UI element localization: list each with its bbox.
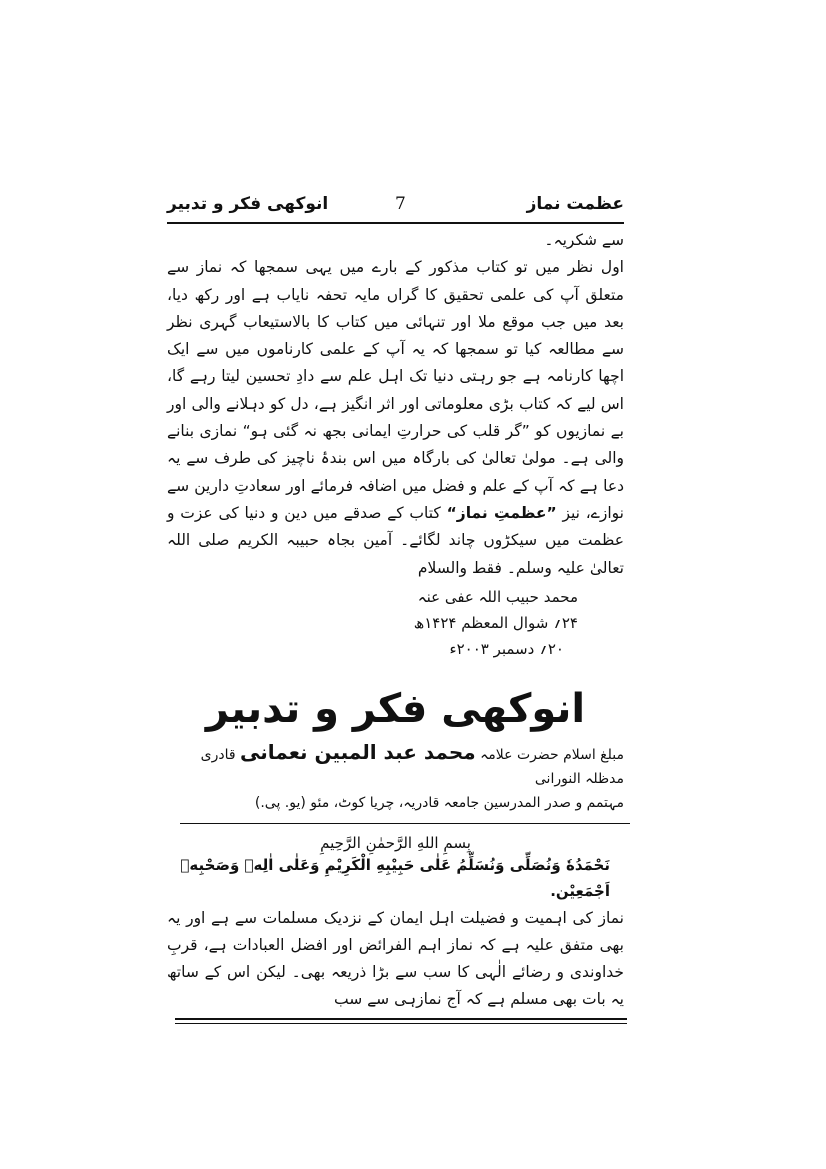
book-page [167,192,624,1024]
author-role: مہتمم و صدر المدرسین جامعہ قادریہ، چریا کوٹ، مئو (یو. پی.) [254,794,624,811]
author-prefix: مبلغ اسلام حضرت علامہ [480,746,624,763]
author-name: محمد عبد المبین نعمانی [240,739,476,764]
letter-paragraph-text: اول نظر میں تو کتاب مذکور کے بارے میں یہی سمجھا کہ نماز سے متعلق آپ کی علمی تحقیق کا گراں مایہ تحفہ نایاب ہے اور رکھ دیا، بعد میں جب موقع ملا اور تنہائی میں کتاب کا بالاستیعاب گہری نظر سے مطالعہ کیا تو سمجھا کہ یہ آپ کے علمی کارناموں میں سے ایک اچھا کارنامہ ہے جو رہتی دنیا تک اہل علم سے دادِ تحسین لیتا رہے گا، اس لیے کہ کتاب بڑی معلوماتی اور اثر انگیز ہے، دل کو دہلانے والی اور بے نمازیوں کو ”گر قلب کی حرارتِ ایمانی بجھ نہ گئی ہو“ نمازی بنانے والی ہے۔ مولیٰ تعالیٰ کی بارگاہ میں اس بندۂ ناچیز کی طرف سے یہ دعا ہے کہ آپ کے علم و فضل میں اضافہ فرمائے اور سعادتِ دارین سے نوازے، نیز [167,258,624,522]
header-chapter-title: انوکھی فکر و تدبیر [167,194,329,214]
author-credit [167,740,624,815]
letter-body [167,227,624,582]
section-title: انوکھی فکر و تدبیر [205,685,586,732]
intro-paragraph: نماز کی اہمیت و فضیلت اہل ایمان کے نزدیک مسلمات سے ہے اور یہ بھی متفق علیہ ہے کہ نماز اہم الفرائض اور افضل العبادات ہے، قربِ خداوندی و رضائے الٰہی کا سب سے بڑا ذریعہ بھی۔ لیکن اس کے ساتھ یہ بات بھی مسلم ہے کہ آج نمازہی سے سب [167,908,624,1008]
author-suffix: قادری مدظلہ النورانی [200,746,624,787]
signature-date-gregorian: ۲۰؍ دسمبر ۲۰۰۳ء [449,639,564,658]
footer-double-rule [175,1018,627,1024]
opening-line: سے شکریہ۔ [544,231,624,249]
signature-block [167,584,578,662]
opening-dua: نَحْمَدُهٗ وَنُصَلِّی وَنُسَلِّمُ عَلٰی حَبِیْبِهِ الْکَرِیْمِ وَعَلٰی اٰلِهٖ وَصَحْبِهٖ اَجْمَعِیْن. [180,855,610,900]
basmala: بِسمِ اللهِ الرَّحمٰنِ الرَّحِيمِ [320,833,471,852]
letter-paragraph [167,254,624,582]
running-header [167,192,624,224]
signature-name: محمد حبیب اللہ عفی عنہ [417,587,578,606]
divider-line [180,823,630,824]
page-number: 7 [395,194,406,214]
header-book-title: عظمت نماز [526,194,624,214]
letter-paragraph-end: کتاب کے صدقے میں دین و دنیا کی عزت و عظمت میں سیکڑوں چاند لگائے۔ آمین بجاہ حبیبہ الکریم صلی اللہ تعالیٰ علیہ وسلم۔ فقط والسلام [167,503,624,577]
book-name-highlight: ”عظمتِ نماز“ [446,503,557,522]
signature-date-hijri: ۲۴؍ شوال المعظم ۱۴۲۴ھ [413,613,578,632]
